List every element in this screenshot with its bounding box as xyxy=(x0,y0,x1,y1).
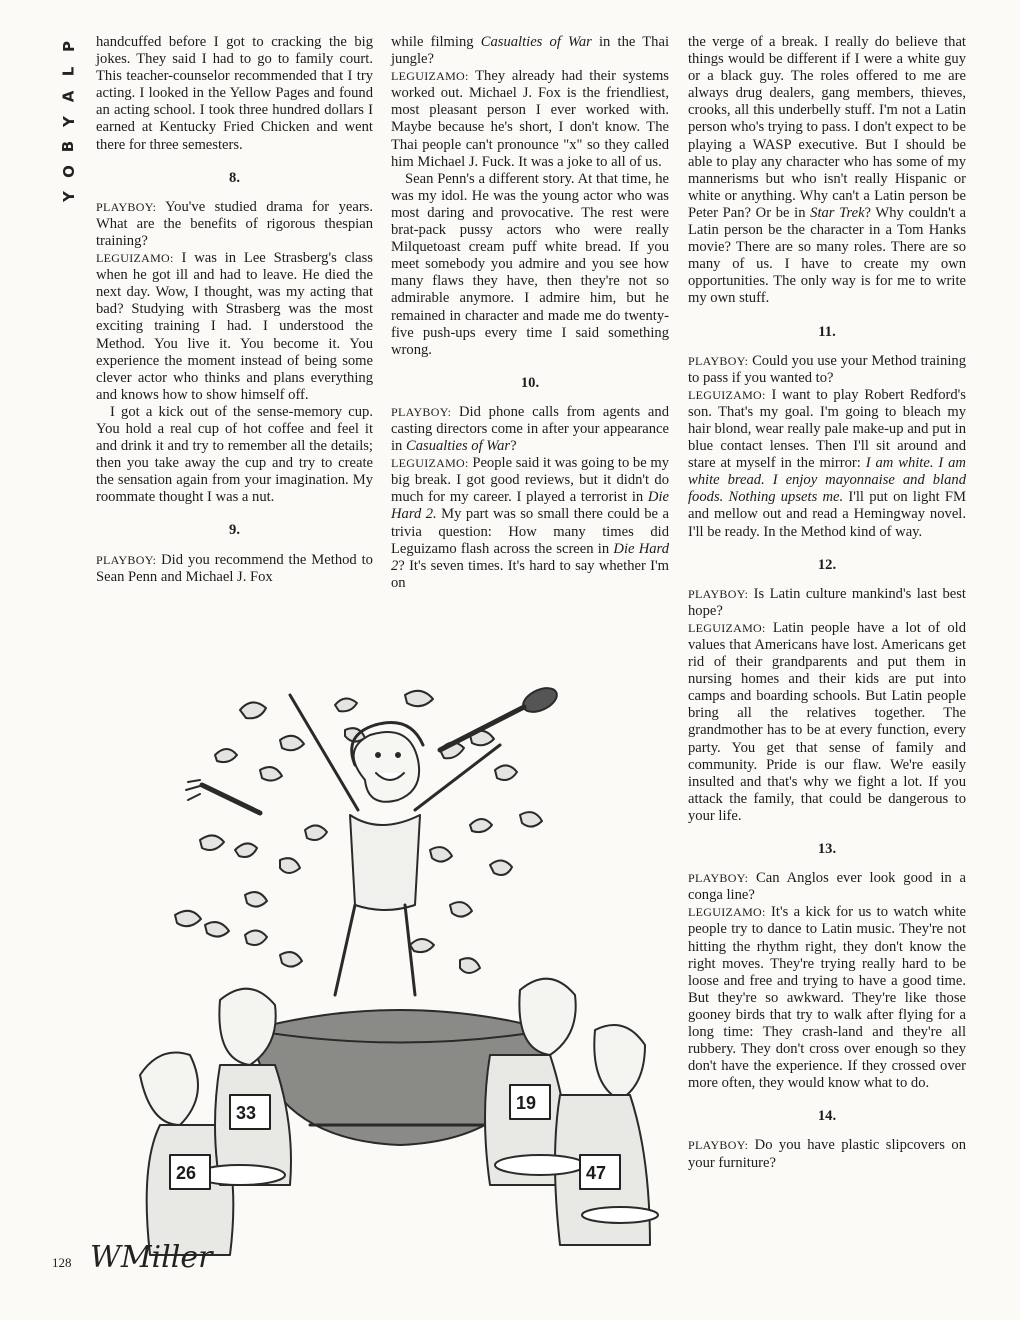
running-head-letter: A xyxy=(59,90,78,103)
question-text: Did you recommend the Method to Sean Penn and Michael J. Fox xyxy=(96,551,373,585)
question-text: Is Latin culture mankind's last best hope? xyxy=(688,585,966,619)
question-number: 10. xyxy=(520,374,540,391)
text: I'll put on light FM and mellow out and read a Hemingway novel. I'll be ready. In the Method kind of way. xyxy=(688,489,966,540)
question-number: 12. xyxy=(817,556,837,573)
question-number: 9. xyxy=(229,522,240,539)
question xyxy=(688,353,966,387)
running-head-letter: O xyxy=(59,165,78,178)
text: ? It's seven times. It's hard to say whether I'm on xyxy=(391,557,669,591)
text: in the Thai jungle? xyxy=(391,34,669,68)
artist-signature: WMiller xyxy=(90,1240,213,1275)
question xyxy=(96,199,373,250)
answer xyxy=(688,620,966,825)
speaker-label: PLAYBOY: xyxy=(391,404,452,419)
cartoon-illustration xyxy=(90,655,660,1285)
answer xyxy=(688,904,966,1092)
answer-text: I want to play Robert Redford's son. That's my goal. I'm going to bleach my hair blond, wear really pale make-up and put in blue contact lenses. Then I'll sit around and stare at myself in the mirror: xyxy=(688,386,966,472)
question-text: Can Anglos ever look good in a conga line? xyxy=(688,870,966,904)
text: the verge of a break. I really do believe that things would be different if I were a white guy or a black guy. The roles offered to me are always drug dealers, gang members, thieves, crooks, all this underbelly stuff. I'm not a Latin person who's trying to pass. I don't expect to be playing a WASP executive. But I should be able to play any character who has some of my mannerisms but who isn't really Hispanic or white or anything. Why can't a Latin person be Peter Pan? Or be in xyxy=(688,34,966,221)
paragraph: handcuffed before I got to cracking the big jokes. They said I had to go to family court. This teacher-counselor recommended that I try acting. I looked in the Yellow Pages and found an acting school. I took three hundred dollars I earned at Kentucky Fried Chicken and went there for three semesters. xyxy=(96,34,373,153)
running-head-letter: P xyxy=(59,41,78,52)
speaker-label: LEGUIZAMO: xyxy=(391,69,469,84)
answer xyxy=(391,455,669,592)
speaker-label: LEGUIZAMO: xyxy=(688,620,766,635)
fork-icon xyxy=(186,780,260,813)
running-head-letter: Y xyxy=(59,191,78,202)
column-1 xyxy=(96,34,373,586)
speaker-label: LEGUIZAMO: xyxy=(391,456,469,471)
question xyxy=(688,586,966,620)
question-text: Did phone calls from agents and casting directors come in after your appearance in xyxy=(391,403,669,455)
answer xyxy=(391,68,669,171)
question-number: 8. xyxy=(229,169,240,186)
answer xyxy=(688,387,966,541)
film-title: Die Hard 2 xyxy=(391,540,669,574)
question xyxy=(688,870,966,904)
running-head-letter: B xyxy=(59,140,78,153)
spoon-icon xyxy=(440,683,561,750)
speaker-label: PLAYBOY: xyxy=(688,586,749,601)
text: ? Why couldn't a Latin person be the character in a Tom Hanks movie? There are so many roles. There are so many of us. I have to create my own opportunities. The only way is for me to write my own stuff. xyxy=(688,204,966,307)
answer xyxy=(96,250,373,404)
speaker-label: PLAYBOY: xyxy=(688,353,749,368)
text: while filming xyxy=(391,34,481,50)
bib-number: 26 xyxy=(176,1163,197,1183)
question-number: 14. xyxy=(817,1108,837,1125)
paragraph xyxy=(391,34,669,68)
speaker-label: PLAYBOY: xyxy=(688,1138,749,1153)
column-3 xyxy=(688,34,966,1172)
film-title: Casualties of War xyxy=(480,34,592,50)
paragraph: Sean Penn's a different story. At that time, he was my idol. He was the young actor who was most daring and provocative. The rest were brat-pack pussy actors who were really Milquetoast cream puff white bread. If you meet somebody you admire and you see how many flaws they have, then they're not so admirable anymore. I admire him, but he remained in character and made me do twenty-five push-ups every time I said something wrong. xyxy=(391,170,669,358)
speaker-label: PLAYBOY: xyxy=(96,199,157,214)
answer-text: It's a kick for us to watch white people try to dance to Latin music. They're not hitting the rhythm right, they don't know the right moves. They're trying really hard to be loose and free and trying to have a good time. But they're so awkward. They're like those gooney birds that try to walk after flying for a long time: They crash-land and they're all rubbery. They don't cross over enough so they don't have the experience. If they crossed over more often, they would know what to do. xyxy=(688,904,966,1092)
question-text: Do you have plastic slipcovers on your furniture? xyxy=(688,1137,966,1171)
text: My part was so small there could be a trivia question: How many times did Leguizamo flash across the screen in xyxy=(391,506,669,557)
question xyxy=(96,552,373,586)
film-title: Casualties of War xyxy=(406,438,511,455)
running-head xyxy=(58,34,80,209)
dancing-woman xyxy=(290,695,500,995)
speaker-label: LEGUIZAMO: xyxy=(688,905,766,920)
page-number: 128 xyxy=(52,1255,72,1270)
speaker-label: PLAYBOY: xyxy=(96,552,157,567)
question-number: 13. xyxy=(817,841,837,858)
question-number: 11. xyxy=(818,323,836,340)
question-text: You've studied drama for years. What are the benefits of rigorous thespian training? xyxy=(96,198,374,249)
bib-number: 47 xyxy=(586,1163,607,1183)
column-2 xyxy=(391,34,669,592)
answer-text: People said it was going to be my big break. I got good reviews, but it didn't do much for my career. I played a terrorist in xyxy=(391,455,669,506)
film-title: Star Trek xyxy=(810,204,865,221)
film-title: Die Hard 2. xyxy=(391,489,669,523)
answer-text: They already had their systems worked out. Michael J. Fox is the friendliest, most pleasant person I ever worked with. Maybe because he's short, I don't know. The Thai people can't pronounce "x" so they called him Michael J. Fuck. It was a joke to all of us. xyxy=(391,68,669,170)
bib-number: 19 xyxy=(516,1093,537,1113)
paragraph: I got a kick out of the sense-memory cup. You hold a real cup of hot coffee and feel it and drink it and try to remember all the details; then you take away the cup and try to create the sensation again from your imagination. My roommate thought I was a nut. xyxy=(96,403,373,506)
text: ? xyxy=(510,438,517,455)
running-head-letter: Y xyxy=(59,116,78,127)
question xyxy=(688,1137,966,1171)
running-head-letter: L xyxy=(59,66,78,77)
question xyxy=(391,404,669,455)
bib-number: 33 xyxy=(236,1103,257,1123)
question-text: Could you use your Method training to pass if you wanted to? xyxy=(688,352,966,386)
paragraph xyxy=(688,34,966,308)
speaker-label: LEGUIZAMO: xyxy=(96,251,174,266)
speaker-label: LEGUIZAMO: xyxy=(688,387,766,402)
speaker-label: PLAYBOY: xyxy=(688,871,749,886)
answer-text: Latin people have a lot of old values that Americans have lost. Americans get rid of their grandparents and put them in nursing homes and their kids are put into camps and boarding schools. But Latin people bring all the relatives together. The grandmother has to be at every function, every party. You get that sense of family and community. Pride is our flaw. We're easily insulted and that's why we fight a lot. If you attack the family, that could be dangerous to your life. xyxy=(688,619,966,824)
italic-text: I am white. I am white bread. I enjoy mayonnaise and bland foods. Nothing upsets me. xyxy=(688,455,966,506)
answer-text: I was in Lee Strasberg's class when he got ill and had to leave. He died the next day. Wow, I thought, was my acting that bad? Studying with Strasberg was the most exciting training I had. I understood the Method. You live it. You become it. You experience the moment instead of being some clever actor who thinks and plans everything and knows how to show himself off. xyxy=(96,250,373,403)
